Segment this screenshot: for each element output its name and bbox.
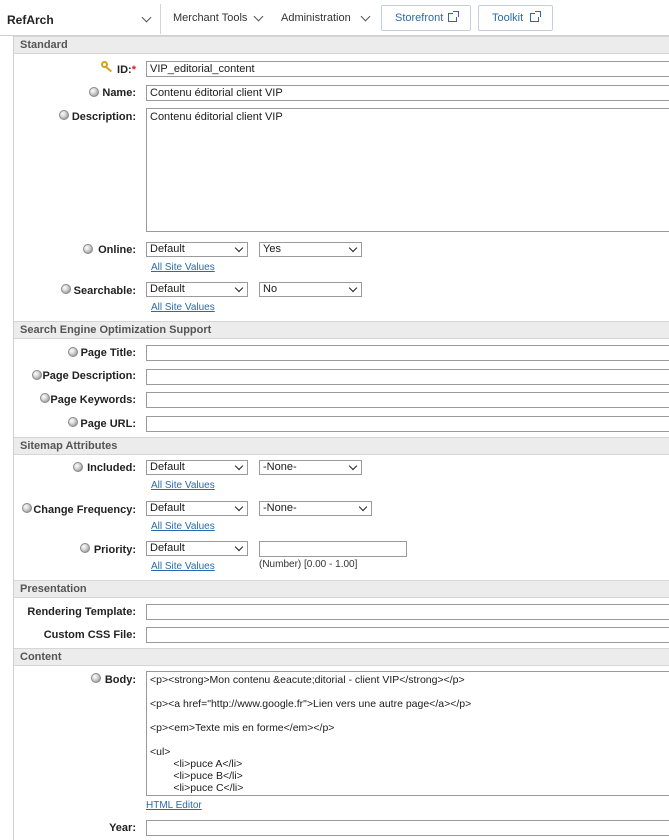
change-frequency-label: Change Frequency: [33,504,136,516]
searchable-scope-select[interactable]: Default [146,282,248,297]
priority-hint: (Number) [0.00 - 1.00] [259,559,358,570]
content-asset-form [13,36,669,840]
nav-merchant-tools[interactable] [173,12,247,24]
description-label: Description: [71,111,136,123]
site-selector-label: RefArch [7,13,54,27]
year-input[interactable] [146,820,669,836]
chevron-down-icon [349,462,357,470]
storefront-button-label: Storefront [395,12,444,24]
info-icon [80,543,90,553]
info-icon [83,244,93,254]
online-value-select[interactable]: Yes [259,242,362,257]
priority-input[interactable] [259,541,407,557]
required-marker: * [131,64,136,76]
info-icon [32,370,42,380]
priority-scope-select[interactable]: Default [146,541,248,556]
nav-merchant-tools-label: Merchant Tools [173,12,248,24]
custom-css-input[interactable] [146,627,669,643]
key-icon [101,61,113,72]
chevron-down-icon [235,244,243,252]
body-label: Body: [104,674,136,686]
chevron-down-icon [359,503,367,511]
section-title: Presentation [20,583,87,595]
included-label: Included: [87,462,136,474]
included-scope-select[interactable]: Default [146,460,248,475]
section-title: Sitemap Attributes [20,440,118,452]
section-title: Search Engine Optimization Support [20,324,212,336]
page-title-label: Page Title: [80,347,136,359]
page-keywords-label: Page Keywords: [50,394,136,406]
info-icon [91,673,101,683]
rendering-template-label: Rendering Template: [27,606,136,618]
external-link-icon [530,13,539,22]
chevron-down-icon [349,284,357,292]
rendering-template-input[interactable] [146,604,669,620]
name-label: Name: [102,87,136,99]
section-sitemap [14,437,669,455]
info-icon [40,393,50,403]
storefront-button[interactable] [381,5,471,31]
page-keywords-input[interactable] [146,392,669,408]
online-scope-select[interactable]: Default [146,242,248,257]
page-url-label: Page URL: [80,418,136,430]
id-label: ID:* [117,64,136,76]
info-icon [68,347,78,357]
searchable-value-select[interactable]: No [259,282,362,297]
page-description-label: Page Description: [42,370,136,382]
nav-administration[interactable] [281,12,351,24]
info-icon [22,503,32,513]
name-input[interactable]: Contenu éditorial client VIP [146,85,669,101]
online-all-site-values-link[interactable]: All Site Values [151,262,215,273]
page-description-input[interactable] [146,369,669,385]
year-label: Year: [109,822,136,834]
change-frequency-scope-select[interactable]: Default [146,501,248,516]
change-frequency-value-select[interactable]: -None- [259,501,372,516]
info-icon [59,110,69,120]
nav-administration-label: Administration [281,12,351,24]
info-icon [68,417,78,427]
searchable-all-site-values-link[interactable]: All Site Values [151,302,215,313]
description-textarea[interactable]: Contenu éditorial client VIP [146,108,669,232]
chevron-down-icon [142,13,152,23]
chevron-down-icon [235,284,243,292]
chevron-down-icon [235,503,243,511]
chevron-down-icon [361,12,371,22]
section-content [14,648,669,666]
section-title: Standard [20,39,68,51]
priority-all-site-values-link[interactable]: All Site Values [151,561,215,572]
chevron-down-icon [235,543,243,551]
id-input[interactable]: VIP_editorial_content [146,61,669,77]
custom-css-label: Custom CSS File: [43,629,136,641]
chevron-down-icon [235,462,243,470]
top-navigation-bar [0,0,669,36]
included-all-site-values-link[interactable]: All Site Values [151,480,215,491]
section-presentation [14,580,669,598]
body-textarea[interactable]: <p><strong>Mon contenu &eacute;ditorial - client VIP</strong></p> <p><a href="http://www.google.fr">Lien vers une autre page</a></p> <p><em>Texte mis en forme</em></p> <ul> <li>puce A</li> <li>puce B</li> <li>puce C</li> [146,671,669,796]
external-link-icon [448,13,457,22]
searchable-label: Searchable: [73,285,136,297]
change-frequency-all-site-values-link[interactable]: All Site Values [151,521,215,532]
toolkit-button-label: Toolkit [492,12,524,24]
page-url-input[interactable] [146,416,669,432]
chevron-down-icon [254,12,264,22]
toolkit-button[interactable] [478,5,553,31]
page-title-input[interactable] [146,345,669,361]
section-title: Content [20,651,62,663]
info-icon [61,284,71,294]
site-selector[interactable] [0,4,161,34]
info-icon [73,462,83,472]
included-value-select[interactable]: -None- [259,460,362,475]
html-editor-link[interactable]: HTML Editor [146,800,202,811]
section-standard [14,36,669,54]
online-label: Online: [98,244,136,256]
chevron-down-icon [349,244,357,252]
priority-label: Priority: [93,544,136,556]
section-seo [14,321,669,339]
info-icon [89,87,99,97]
